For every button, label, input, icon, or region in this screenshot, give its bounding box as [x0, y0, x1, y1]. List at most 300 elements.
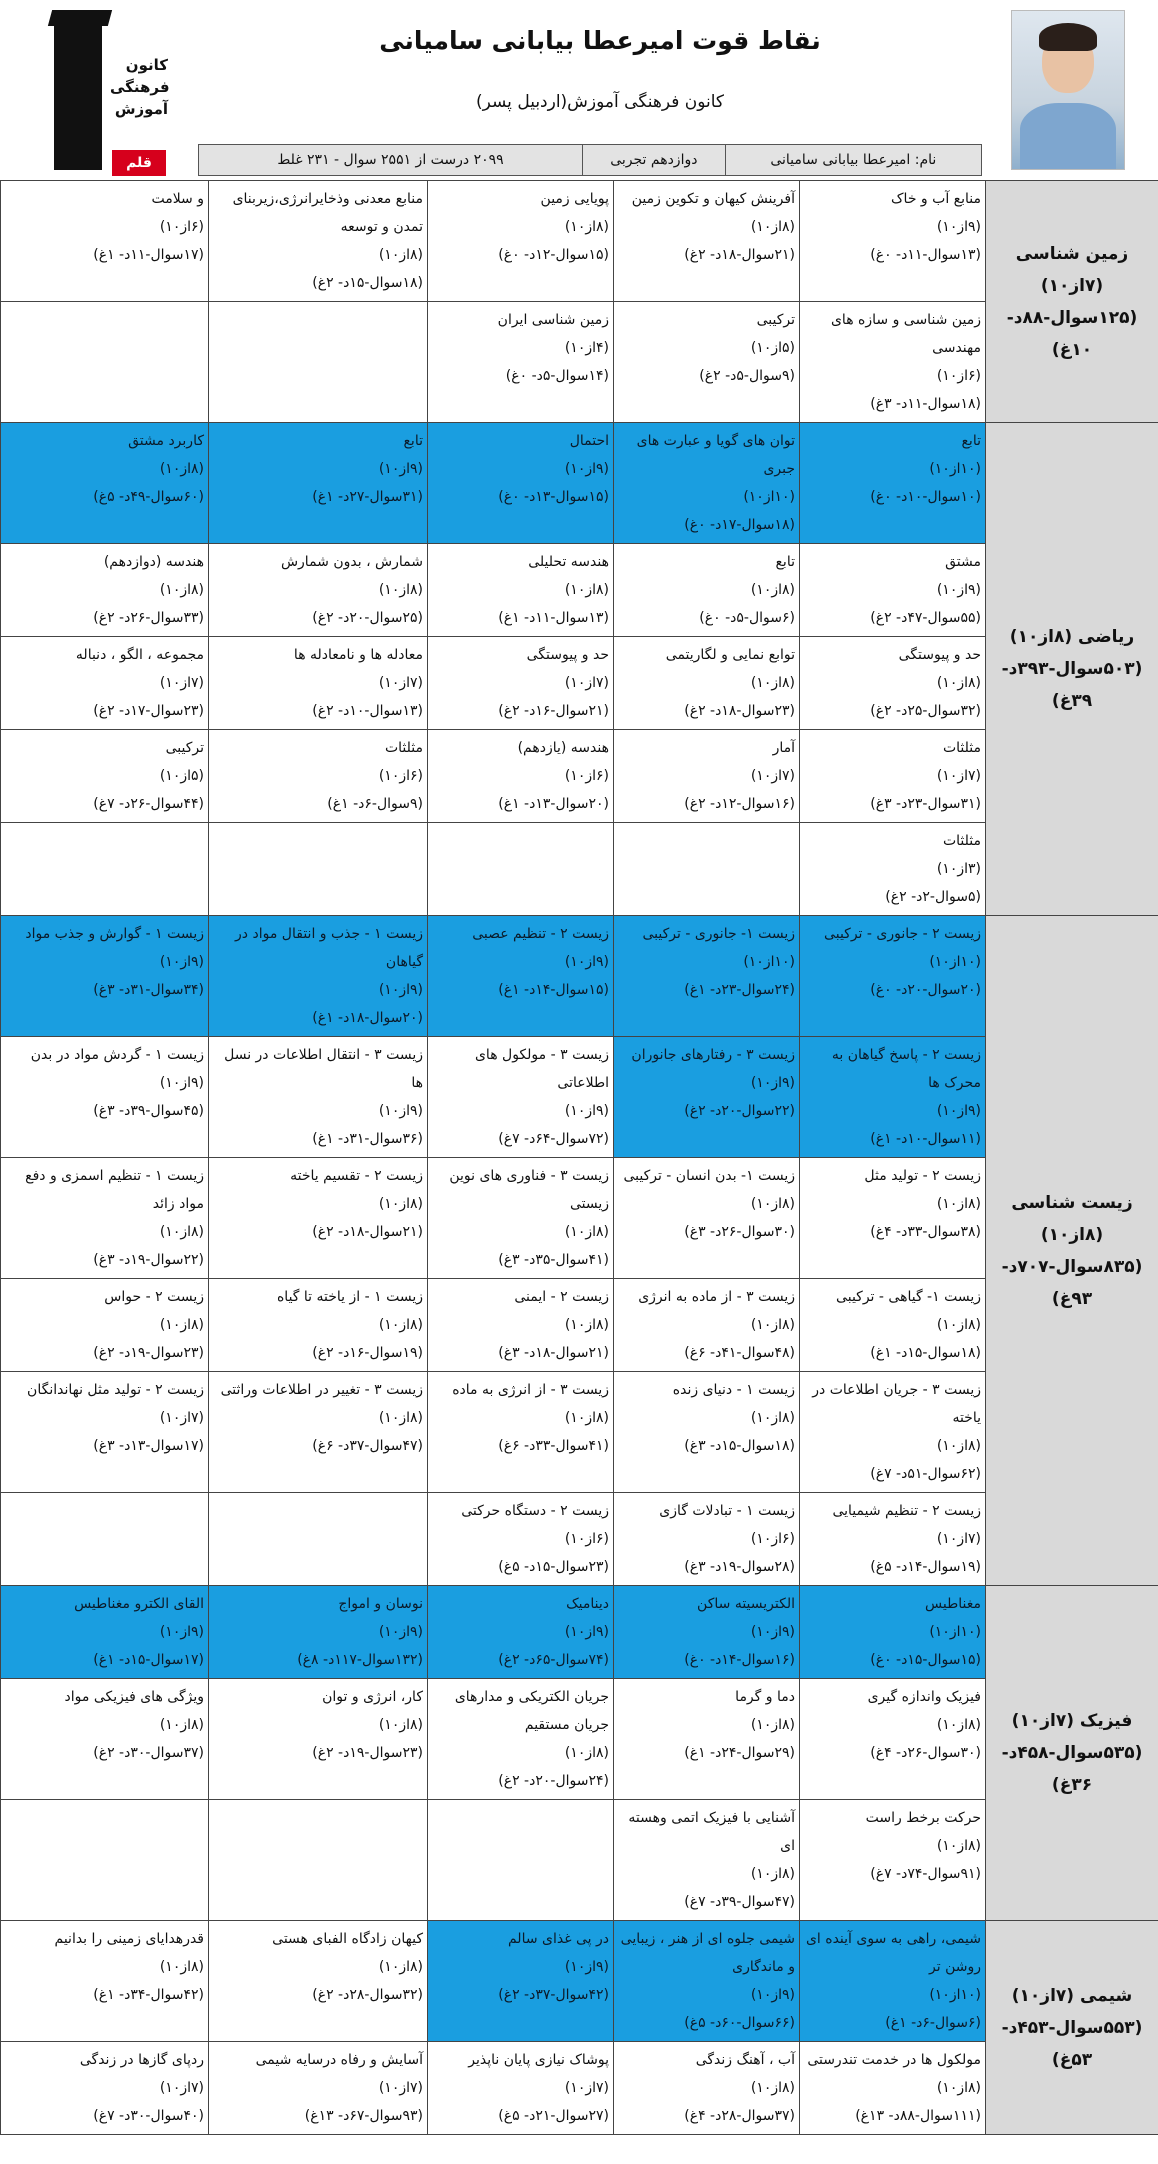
subject-label-line: شیمی (۷از۱۰): [1011, 1985, 1133, 2006]
topic-score: (۸از۱۰): [378, 247, 423, 263]
topic-score: (۷از۱۰): [378, 2080, 423, 2096]
topic-name: زیست ۱- جانوری - ترکیبی: [642, 926, 795, 942]
topic-score: (۹از۱۰): [750, 1075, 795, 1091]
topic-stats: (۶۲سوال-۵۱د- ۷غ): [870, 1466, 981, 1482]
table-row: [1, 1493, 1158, 1586]
topic-stats: (۴۱سوال-۳۵د- ۳غ): [498, 1252, 609, 1268]
topic-score: (۹از۱۰): [564, 1624, 609, 1640]
topic-stats: (۶۰سوال-۴۹د- ۵غ): [93, 489, 204, 505]
topic-name: شیمی جلوه ای از هنر ، زیبایی و ماندگاری: [620, 1931, 795, 1975]
table-row: [1, 1037, 1158, 1158]
topic-stats: (۱۵سوال-۱۳د- ۰غ): [498, 489, 609, 505]
topic-cell: [800, 823, 986, 916]
topic-cell: [800, 1921, 986, 2042]
table-row: [1, 637, 1158, 730]
topic-name: آشنایی با فیزیک اتمی وهسته ای: [628, 1810, 795, 1854]
topic-name: مغناطیس: [925, 1596, 981, 1612]
topic-stats: (۴۰سوال-۳۰د- ۷غ): [93, 2108, 204, 2124]
topic-name: زیست ۳ - انتقال اطلاعات در نسل ها: [224, 1047, 423, 1091]
topic-score: (۹از۱۰): [936, 219, 981, 235]
subject-label-line: (۵۰۳سوال-۳۹۳د-: [1001, 659, 1143, 679]
topic-cell: [1, 2042, 209, 2135]
topic-stats: (۳۲سوال-۲۵د- ۲غ): [870, 703, 981, 719]
topic-stats: (۳۱سوال-۲۳د- ۳غ): [870, 796, 981, 812]
topic-stats: (۹۱سوال-۷۴د- ۷غ): [870, 1866, 981, 1882]
topic-name: حد و پیوستگی: [526, 647, 609, 663]
topic-name: نوسان و امواج: [338, 1596, 423, 1612]
topic-cell: [800, 1158, 986, 1279]
topic-stats: (۲۹سوال-۲۴د- ۱غ): [684, 1745, 795, 1761]
topic-stats: (۱۸سوال-۱۷د- ۰غ): [684, 517, 795, 533]
topic-cell: [1, 544, 209, 637]
topic-stats: (۱۹سوال-۱۶د- ۲غ): [312, 1345, 423, 1361]
topic-cell: [209, 423, 428, 544]
topic-cell: [1, 1158, 209, 1279]
topic-stats: (۲۵سوال-۲۰د- ۲غ): [312, 610, 423, 626]
topic-stats: (۱۳۲سوال-۱۱۷د- ۸غ): [297, 1652, 423, 1668]
topic-cell: [800, 2042, 986, 2135]
topic-stats: (۵سوال-۲د- ۲غ): [885, 889, 981, 905]
topic-name: زیست ۲ - ایمنی: [514, 1289, 609, 1305]
topic-stats: (۲۴سوال-۲۳د- ۱غ): [684, 982, 795, 998]
topic-name: زمین شناسی و سازه های مهندسی: [830, 312, 981, 356]
subject-label-line: (۸۳۵سوال-۷۰۷د-: [1001, 1256, 1143, 1277]
topic-stats: (۲۲سوال-۲۰د- ۲غ): [684, 1103, 795, 1119]
topic-cell: [614, 637, 800, 730]
topic-name: کار، انرژی و توان: [322, 1689, 423, 1705]
topic-stats: (۲۱سوال-۱۸د- ۳غ): [498, 1345, 609, 1361]
topic-cell: [1, 730, 209, 823]
topic-cell: [428, 181, 614, 302]
page-title: نقاط قوت امیرعطا بیابانی سامیانی: [379, 26, 821, 55]
topic-score: (۶از۱۰): [564, 768, 609, 784]
topic-stats: (۱۶سوال-۱۴د- ۰غ): [684, 1652, 795, 1668]
topic-score: (۷از۱۰): [564, 2080, 609, 2096]
topic-cell: [1, 302, 209, 423]
topic-stats: (۳۳سوال-۲۶د- ۲غ): [93, 610, 204, 626]
topic-cell: [800, 1679, 986, 1800]
topic-score: (۹از۱۰): [750, 1987, 795, 2003]
table-row: [1, 1372, 1158, 1493]
topic-stats: (۴۷سوال-۳۹د- ۷غ): [684, 1894, 795, 1910]
topic-cell: [428, 1372, 614, 1493]
table-row: [1, 1279, 1158, 1372]
topic-score: (۸از۱۰): [378, 1717, 423, 1733]
topic-cell: [209, 1679, 428, 1800]
subject-label-line: ۵۳غ): [1051, 2049, 1093, 2070]
topic-score: (۵از۱۰): [159, 768, 204, 784]
topic-name: تابع: [961, 433, 981, 449]
strengths-table: [0, 180, 1158, 2135]
topic-score: (۸از۱۰): [750, 1196, 795, 1212]
topic-stats: (۲۱سوال-۱۸د- ۲غ): [684, 247, 795, 263]
topic-cell: [800, 423, 986, 544]
topic-stats: (۴۴سوال-۲۶د- ۷غ): [93, 796, 204, 812]
topic-name: قدرهدایای زمینی را بدانیم: [54, 1931, 204, 1947]
topic-name: مشتق: [945, 554, 981, 570]
topic-score: (۶از۱۰): [750, 1531, 795, 1547]
topic-name: زیست ۳ - از ماده به انرژی: [638, 1289, 795, 1305]
topic-stats: (۳۷سوال-۳۰د- ۲غ): [93, 1745, 204, 1761]
topic-name: آمار: [772, 740, 795, 756]
topic-score: (۹از۱۰): [936, 1103, 981, 1119]
topic-cell: [209, 1921, 428, 2042]
topic-score: (۹از۱۰): [936, 582, 981, 598]
topic-name: توان های گویا و عبارت های جبری: [636, 433, 795, 477]
topic-name: کیهان زادگاه الفبای هستی: [272, 1931, 423, 1947]
topic-name: زیست ۱ - گردش مواد در بدن: [30, 1047, 204, 1063]
topic-cell: [800, 1372, 986, 1493]
topic-name: زیست ۲ - تولید مثل نهاندانگان: [27, 1382, 204, 1398]
topic-score: (۹از۱۰): [159, 1624, 204, 1640]
topic-score: (۸از۱۰): [750, 1317, 795, 1333]
subject-cell: [986, 916, 1158, 1586]
topic-stats: (۲۰سوال-۲۰د- ۰غ): [870, 982, 981, 998]
topic-score: (۸از۱۰): [378, 1317, 423, 1333]
topic-stats: (۱۰سوال-۱۰د- ۰غ): [870, 489, 981, 505]
topic-cell: [209, 2042, 428, 2135]
topic-cell: [614, 1586, 800, 1679]
topic-stats: (۱۱سوال-۱۰د- ۱غ): [870, 1131, 981, 1147]
subject-label-line: ۳۶غ): [1051, 1775, 1093, 1795]
topic-cell: [1, 916, 209, 1037]
topic-score: (۴از۱۰): [564, 340, 609, 356]
topic-name: مولکول ها در خدمت تندرستی: [807, 2052, 981, 2068]
topic-score: (۷از۱۰): [159, 2080, 204, 2096]
topic-cell: [1, 181, 209, 302]
topic-score: (۹از۱۰): [564, 1103, 609, 1119]
report-header: [0, 0, 1158, 197]
topic-stats: (۱۶سوال-۱۲د- ۲غ): [684, 796, 795, 812]
topic-score: (۸از۱۰): [936, 1438, 981, 1454]
table-row: [1, 544, 1158, 637]
topic-name: زیست ۲ - تنظیم شیمیایی: [832, 1503, 981, 1519]
topic-score: (۷از۱۰): [159, 675, 204, 691]
subject-label-line: ۹۳غ): [1051, 1288, 1093, 1309]
topic-name: توابع نمایی و لگاریتمی: [665, 647, 795, 663]
topic-cell: [614, 730, 800, 823]
topic-cell: [428, 1158, 614, 1279]
topic-score: (۱۰از۱۰): [929, 954, 981, 970]
table-row: [1, 302, 1158, 423]
topic-stats: (۲۳سوال-۱۹د- ۲غ): [93, 1345, 204, 1361]
topic-cell: [1, 1372, 209, 1493]
topic-stats: (۶سوال-۵د- ۰غ): [699, 610, 795, 626]
topic-stats: (۲۳سوال-۱۵د- ۵غ): [498, 1559, 609, 1575]
topic-cell: [614, 823, 800, 916]
topic-cell: [209, 1279, 428, 1372]
topic-name: منابع آب و خاک: [891, 191, 981, 207]
topic-stats: (۷۴سوال-۶۵د- ۲غ): [498, 1652, 609, 1668]
topic-name: القای الکترو مغناطیس: [74, 1596, 204, 1612]
topic-score: (۸از۱۰): [564, 1317, 609, 1333]
topic-stats: (۱۳سوال-۱۱د- ۰غ): [870, 247, 981, 263]
topic-cell: [614, 1158, 800, 1279]
topic-stats: (۱۸سوال-۱۵د- ۱غ): [870, 1345, 981, 1361]
topic-stats: (۱۳سوال-۱۱د- ۱غ): [498, 610, 609, 626]
topic-name: زیست ۲ - پاسخ گیاهان به محرک ها: [831, 1047, 981, 1091]
topic-score: (۸از۱۰): [564, 1410, 609, 1426]
topic-name: مثلثات: [942, 740, 981, 756]
topic-cell: [428, 730, 614, 823]
topic-stats: (۲۰سوال-۱۸د- ۱غ): [312, 1010, 423, 1026]
topic-stats: (۲۴سوال-۲۰د- ۲غ): [498, 1773, 609, 1789]
topic-cell: [800, 1800, 986, 1921]
topic-score: (۸از۱۰): [564, 219, 609, 235]
topic-name: پوشاک نیازی پایان ناپذیر: [468, 2052, 609, 2068]
topic-stats: (۱۸سوال-۱۵د- ۳غ): [684, 1438, 795, 1454]
topic-score: (۸از۱۰): [750, 1717, 795, 1733]
topic-score: (۱۰از۱۰): [929, 1624, 981, 1640]
topic-name: زیست ۲ - تنظیم عصبی: [472, 926, 609, 942]
topic-score: (۸از۱۰): [159, 582, 204, 598]
table-row: [1, 1586, 1158, 1679]
topic-stats: (۱۵سوال-۱۴د- ۱غ): [498, 982, 609, 998]
topic-name: تابع: [775, 554, 795, 570]
topic-score: (۸از۱۰): [750, 582, 795, 598]
student-info-bar: [198, 144, 982, 176]
topic-score: (۱۰از۱۰): [743, 954, 795, 970]
topic-score: (۸از۱۰): [750, 219, 795, 235]
topic-cell: [209, 1800, 428, 1921]
topic-score: (۸از۱۰): [750, 1410, 795, 1426]
topic-name: مثلثات: [384, 740, 423, 756]
topic-name: زیست ۱ - از یاخته تا گیاه: [276, 1289, 423, 1305]
topic-name: زیست ۲ - حواس: [104, 1289, 204, 1305]
topic-cell: [800, 637, 986, 730]
topic-score: (۸از۱۰): [378, 1410, 423, 1426]
topic-name: مثلثات: [942, 833, 981, 849]
topic-cell: [614, 423, 800, 544]
logo-badge: قلم چی: [112, 150, 166, 176]
topic-name: هندسه تحلیلی: [528, 554, 609, 570]
topic-stats: (۳۴سوال-۳۱د- ۳غ): [93, 982, 204, 998]
topic-name: احتمال: [569, 433, 609, 449]
topic-score: (۸از۱۰): [936, 1717, 981, 1733]
topic-cell: [614, 2042, 800, 2135]
table-row: [1, 1800, 1158, 1921]
topic-name: زیست ۲ - تقسیم یاخته: [290, 1168, 423, 1184]
logo-line1: کانون: [125, 56, 168, 74]
topic-stats: (۱۵سوال-۱۲د- ۰غ): [498, 247, 609, 263]
topic-name: منابع معدنی وذخایرانرژی،زیربنای تمدن و توسعه: [232, 191, 423, 235]
topic-stats: (۱۳سوال-۱۰د- ۲غ): [312, 703, 423, 719]
topic-cell: [209, 1372, 428, 1493]
topic-stats: (۲۰سوال-۱۳د- ۱غ): [498, 796, 609, 812]
topic-cell: [800, 302, 986, 423]
topic-name: زیست ۲ - تولید مثل: [864, 1168, 981, 1184]
topic-stats: (۱۷سوال-۱۱د- ۱غ): [93, 247, 204, 263]
topic-score: (۹از۱۰): [564, 954, 609, 970]
topic-score: (۹از۱۰): [378, 461, 423, 477]
topic-score: (۵از۱۰): [750, 340, 795, 356]
topic-name: زیست ۳ - فناوری های نوین زیستی: [449, 1168, 609, 1212]
topic-cell: [1, 1921, 209, 2042]
table-row: [1, 2042, 1158, 2135]
topic-cell: [1, 1586, 209, 1679]
topic-name: شیمی، راهی به سوی آینده ای روشن تر: [805, 1931, 981, 1975]
topic-score: (۸از۱۰): [159, 1317, 204, 1333]
topic-name: آب ، آهنگ زندگی: [695, 2052, 795, 2068]
topic-cell: [428, 637, 614, 730]
topic-stats: (۳۶سوال-۳۱د- ۱غ): [312, 1131, 423, 1147]
topic-score: (۸از۱۰): [936, 1317, 981, 1333]
topic-score: (۸از۱۰): [378, 582, 423, 598]
table-row: [1, 1679, 1158, 1800]
topic-score: (۸از۱۰): [378, 1196, 423, 1212]
topic-cell: [428, 1800, 614, 1921]
topic-cell: [428, 544, 614, 637]
topic-name: آفرینش کیهان و تکوین زمین: [631, 191, 795, 207]
topic-score: (۱۰از۱۰): [929, 461, 981, 477]
subject-label-line: زمین شناسی (۷از۱۰): [1015, 243, 1129, 296]
topic-name: مجموعه ، الگو ، دنباله: [75, 647, 204, 663]
topic-score: (۸از۱۰): [750, 675, 795, 691]
topic-cell: [209, 916, 428, 1037]
topic-cell: [614, 1800, 800, 1921]
topic-cell: [614, 1372, 800, 1493]
topic-cell: [614, 1493, 800, 1586]
topic-name: ویژگی های فیزیکی مواد: [64, 1689, 204, 1705]
topic-cell: [1, 823, 209, 916]
topic-cell: [428, 302, 614, 423]
topic-cell: [428, 423, 614, 544]
topic-name: زیست ۱ - تنظیم اسمزی و دفع مواد زائد: [25, 1168, 204, 1212]
topic-score: (۷از۱۰): [378, 675, 423, 691]
topic-cell: [428, 916, 614, 1037]
topic-name: زیست ۳ - رفتارهای جانوران: [631, 1047, 795, 1063]
topic-score: (۸از۱۰): [378, 1959, 423, 1975]
topic-score: (۸از۱۰): [564, 582, 609, 598]
topic-stats: (۱۵سوال-۱۵د- ۰غ): [870, 1652, 981, 1668]
topic-name: زیست ۲ - جانوری - ترکیبی: [824, 926, 981, 942]
topic-cell: [1, 1279, 209, 1372]
topic-name: زیست ۱- بدن انسان - ترکیبی: [623, 1168, 795, 1184]
topic-score: (۸از۱۰): [750, 2080, 795, 2096]
topic-name: زیست ۱ - تبادلات گازی: [659, 1503, 795, 1519]
topic-stats: (۳۱سوال-۲۷د- ۱غ): [312, 489, 423, 505]
topic-stats: (۲۸سوال-۱۹د- ۳غ): [684, 1559, 795, 1575]
student-grade: دوازدهم تجربی: [582, 145, 725, 175]
topic-name: زیست ۳ - از انرژی به ماده: [452, 1382, 609, 1398]
topic-name: پویایی زمین: [540, 191, 609, 207]
subject-cell: [986, 1586, 1158, 1921]
topic-name: زیست ۳ - جریان اطلاعات در یاخته: [812, 1382, 981, 1426]
topic-name: دینامیک: [566, 1596, 609, 1612]
topic-stats: (۹سوال-۵د- ۲غ): [699, 368, 795, 384]
topic-name: زیست ۳ - مولکول های اطلاعاتی: [474, 1047, 609, 1091]
topic-score: (۱۰از۱۰): [929, 1987, 981, 2003]
topic-cell: [209, 1158, 428, 1279]
topic-score: (۶از۱۰): [936, 368, 981, 384]
topic-cell: [209, 823, 428, 916]
topic-name: آسایش و رفاه درسایه شیمی: [255, 2052, 423, 2068]
topic-score: (۸از۱۰): [936, 2080, 981, 2096]
table-row: [1, 730, 1158, 823]
topic-stats: (۱۱۱سوال-۸۸د- ۱۳غ): [855, 2108, 981, 2124]
topic-stats: (۳۸سوال-۳۳د- ۴غ): [870, 1224, 981, 1240]
topic-stats: (۶۶سوال-۶۰د- ۵غ): [684, 2015, 795, 2031]
topic-name: حد و پیوستگی: [898, 647, 981, 663]
table-row: [1, 823, 1158, 916]
topic-name: تابع: [403, 433, 423, 449]
topic-score: (۹از۱۰): [750, 1624, 795, 1640]
topic-score: (۸از۱۰): [159, 1959, 204, 1975]
topic-score: (۸از۱۰): [564, 1224, 609, 1240]
subject-label-line: ریاضی (۸از۱۰): [1009, 627, 1135, 647]
topic-score: (۱۰از۱۰): [743, 489, 795, 505]
subject-cell: [986, 423, 1158, 916]
subject-label-line: فیزیک (۷از۱۰): [1011, 1711, 1133, 1731]
topic-name: هندسه (دوازدهم): [103, 554, 204, 570]
subject-label-line: زیست شناسی (۸از۱۰): [1011, 1192, 1133, 1245]
logo-line3: آموزش: [114, 100, 168, 118]
topic-score: (۹از۱۰): [159, 954, 204, 970]
topic-score: (۷از۱۰): [159, 1410, 204, 1426]
topic-cell: [800, 181, 986, 302]
topic-stats: (۳۰سوال-۲۶د- ۴غ): [870, 1745, 981, 1761]
topic-stats: (۱۹سوال-۱۴د- ۵غ): [870, 1559, 981, 1575]
subject-label-line: (۱۲۵سوال-۸۸د- ۱۰غ): [1006, 307, 1138, 360]
topic-cell: [800, 730, 986, 823]
topic-cell: [1, 1037, 209, 1158]
topic-score: (۹از۱۰): [564, 1959, 609, 1975]
table-row: [1, 1921, 1158, 2042]
topic-name: زیست ۱ - گوارش و جذب مواد: [25, 926, 204, 942]
topic-cell: [1, 1493, 209, 1586]
topic-stats: (۳۲سوال-۲۸د- ۲غ): [312, 1987, 423, 2003]
topic-stats: (۲۳سوال-۱۹د- ۲غ): [312, 1745, 423, 1761]
student-name: نام: امیرعطا بیابانی سامیانی: [725, 145, 981, 175]
topic-name: معادله ها و نامعادله ها: [293, 647, 423, 663]
topic-score: (۶از۱۰): [378, 768, 423, 784]
logo-line2: فرهنگی: [110, 78, 170, 96]
topic-score: (۹از۱۰): [378, 1103, 423, 1119]
topic-stats: (۴۸سوال-۴۱د- ۶غ): [684, 1345, 795, 1361]
topic-cell: [800, 544, 986, 637]
table-row: [1, 423, 1158, 544]
topic-name: و سلامت: [151, 191, 204, 207]
topic-stats: (۴۵سوال-۳۹د- ۳غ): [93, 1103, 204, 1119]
topic-name: زمین شناسی ایران: [497, 312, 609, 328]
topic-cell: [209, 302, 428, 423]
topic-stats: (۲۷سوال-۲۱د- ۵غ): [498, 2108, 609, 2124]
topic-name: ترکیبی: [165, 740, 204, 756]
topic-cell: [800, 1037, 986, 1158]
topic-cell: [428, 823, 614, 916]
topic-score: (۸از۱۰): [159, 461, 204, 477]
topic-cell: [614, 302, 800, 423]
topic-cell: [614, 544, 800, 637]
topic-stats: (۳۷سوال-۲۸د- ۴غ): [684, 2108, 795, 2124]
topic-stats: (۲۳سوال-۱۸د- ۲غ): [684, 703, 795, 719]
topic-stats: (۱۸سوال-۱۵د- ۲غ): [312, 275, 423, 291]
topic-stats: (۶سوال-۶د- ۱غ): [885, 2015, 981, 2031]
topic-stats: (۱۷سوال-۱۳د- ۳غ): [93, 1438, 204, 1454]
topic-name: جریان الکتریکی و مدارهای جریان مستقیم: [454, 1689, 609, 1733]
topic-cell: [614, 181, 800, 302]
topic-stats: (۹۳سوال-۶۷د- ۱۳غ): [304, 2108, 423, 2124]
subject-label-line: ۳۹غ): [1051, 691, 1093, 711]
subject-cell: [986, 181, 1158, 423]
topic-stats: (۲۳سوال-۱۷د- ۲غ): [93, 703, 204, 719]
topic-name: دما و گرما: [735, 1689, 795, 1705]
student-summary: ۲۰۹۹ درست از ۲۵۵۱ سوال - ۲۳۱ غلط: [277, 152, 504, 168]
topic-name: زیست ۱ - دنیای زنده: [672, 1382, 795, 1398]
topic-cell: [614, 916, 800, 1037]
topic-name: زیست ۱- گیاهی - ترکیبی: [836, 1289, 981, 1305]
topic-cell: [209, 1493, 428, 1586]
